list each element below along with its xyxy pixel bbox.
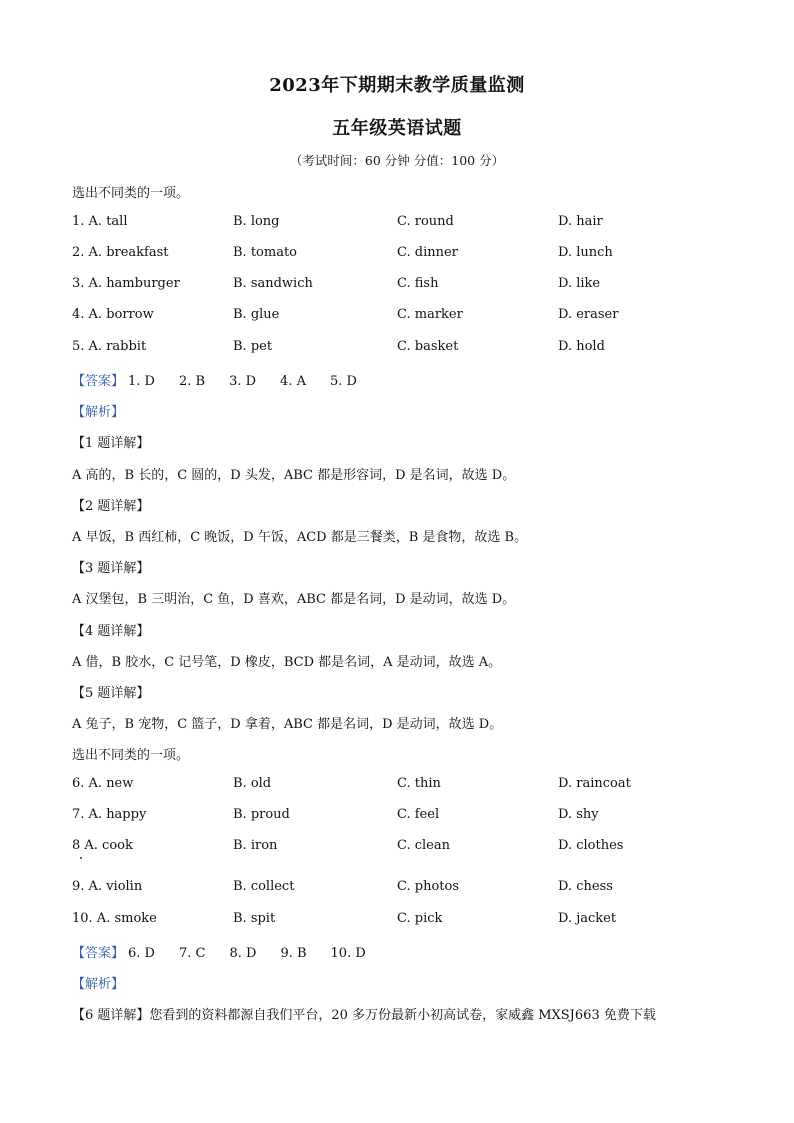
option-c: C. round bbox=[397, 214, 454, 229]
option-a: 2. A. breakfast bbox=[72, 245, 169, 260]
detail-text: A 早饭，B 西红柿，C 晚饭，D 午饭，ACD 都是三餐类，B 是食物，故选 B。 bbox=[72, 530, 528, 545]
detail-label: 【1 题详解】 bbox=[72, 436, 150, 451]
option-a: 4. A. borrow bbox=[72, 307, 154, 322]
option-d: D. eraser bbox=[558, 307, 619, 322]
promo-text: 您看到的资料都源自我们平台，20 多万份最新小初高试卷，家威鑫 MXSJ663 免费下载 bbox=[149, 1008, 656, 1023]
option-d: D. raincoat bbox=[558, 776, 631, 791]
answer-item: 3. D bbox=[229, 374, 257, 389]
answer-line bbox=[72, 942, 366, 961]
option-a: 3. A. hamburger bbox=[72, 276, 180, 291]
answer-label: 【答案】 bbox=[72, 946, 125, 961]
option-b: B. proud bbox=[233, 807, 290, 822]
option-b: B. sandwich bbox=[233, 276, 313, 291]
question-row bbox=[72, 276, 722, 294]
option-a: 9. A. violin bbox=[72, 879, 143, 894]
option-a: 5. A. rabbit bbox=[72, 339, 147, 354]
option-c: C. pick bbox=[397, 911, 443, 926]
detail-text: A 汉堡包，B 三明治，C 鱼，D 喜欢，ABC 都是名词，D 是动词，故选 D。 bbox=[72, 592, 516, 607]
option-c: C. thin bbox=[397, 776, 441, 791]
question-row bbox=[72, 214, 722, 232]
detail-text: A 借，B 胶水，C 记号笔，D 橡皮，BCD 都是名词，A 是动词，故选 A。 bbox=[72, 655, 502, 670]
option-b: B. spit bbox=[233, 911, 276, 926]
answer-item: 7. C bbox=[178, 946, 206, 961]
exam-info: （考试时间：60 分钟 分值：100 分） bbox=[289, 153, 505, 168]
option-d: D. shy bbox=[558, 807, 599, 822]
option-a: 7. A. happy bbox=[72, 807, 147, 822]
detail-label: 【5 题详解】 bbox=[72, 686, 150, 701]
analysis-label: 【解析】 bbox=[72, 405, 125, 420]
option-d: D. hold bbox=[558, 339, 605, 354]
answer-item: 10. D bbox=[330, 946, 366, 961]
detail-label: 【6 题详解】 bbox=[72, 1008, 150, 1023]
answer-label: 【答案】 bbox=[72, 374, 125, 389]
question-row bbox=[72, 776, 722, 794]
option-c: C. feel bbox=[397, 807, 440, 822]
answer-line bbox=[72, 370, 357, 389]
option-b: B. collect bbox=[233, 879, 295, 894]
question-row bbox=[72, 911, 722, 929]
question-row bbox=[72, 339, 722, 357]
option-b: B. old bbox=[233, 776, 272, 791]
option-d: D. clothes bbox=[558, 838, 624, 853]
option-d: D. like bbox=[558, 276, 601, 291]
question-row bbox=[72, 879, 722, 897]
option-a: 6. A. new bbox=[72, 776, 134, 791]
question-row bbox=[72, 245, 722, 263]
option-b: B. iron bbox=[233, 838, 278, 853]
question-row bbox=[72, 838, 722, 856]
section2-instruction: 选出不同类的一项。 bbox=[72, 748, 190, 763]
stray-dot bbox=[80, 857, 82, 859]
option-c: C. clean bbox=[397, 838, 451, 853]
analysis-label: 【解析】 bbox=[72, 977, 125, 992]
detail-label: 【3 题详解】 bbox=[72, 561, 150, 576]
answer-item: 8. D bbox=[229, 946, 257, 961]
detail-text: A 高的，B 长的，C 圆的，D 头发，ABC 都是形容词，D 是名词，故选 D。 bbox=[72, 468, 516, 483]
answer-item: 1. D bbox=[128, 374, 155, 389]
question-row bbox=[72, 307, 722, 325]
option-b: B. pet bbox=[233, 339, 273, 354]
option-a: 8 A. cook bbox=[72, 838, 133, 853]
option-d: D. jacket bbox=[558, 911, 617, 926]
answer-item: 9. B bbox=[280, 946, 307, 961]
detail-label: 【2 题详解】 bbox=[72, 499, 150, 514]
detail-text: A 兔子，B 宠物，C 篮子，D 拿着，ABC 都是名词，D 是动词，故选 D。 bbox=[72, 717, 503, 732]
answer-item: 2. B bbox=[178, 374, 206, 389]
option-a: 10. A. smoke bbox=[72, 911, 157, 926]
question-row bbox=[72, 807, 722, 825]
option-c: C. photos bbox=[397, 879, 459, 894]
option-d: D. lunch bbox=[558, 245, 613, 260]
option-d: D. hair bbox=[558, 214, 603, 229]
option-c: C. basket bbox=[397, 339, 459, 354]
detail-line bbox=[72, 1004, 722, 1023]
answer-item: 4. A bbox=[280, 374, 306, 389]
option-a: 1. A. tall bbox=[72, 214, 128, 229]
exam-subtitle: 五年级英语试题 bbox=[332, 118, 462, 139]
option-c: C. marker bbox=[397, 307, 463, 322]
exam-title: 2023年下期期末教学质量监测 bbox=[269, 75, 525, 96]
option-c: C. dinner bbox=[397, 245, 458, 260]
answer-item: 5. D bbox=[329, 374, 357, 389]
section1-instruction: 选出不同类的一项。 bbox=[72, 186, 190, 201]
answer-item: 6. D bbox=[128, 946, 155, 961]
option-b: B. glue bbox=[233, 307, 280, 322]
option-d: D. chess bbox=[558, 879, 613, 894]
option-c: C. fish bbox=[397, 276, 439, 291]
detail-label: 【4 题详解】 bbox=[72, 624, 150, 639]
option-b: B. tomato bbox=[233, 245, 297, 260]
option-b: B. long bbox=[233, 214, 280, 229]
